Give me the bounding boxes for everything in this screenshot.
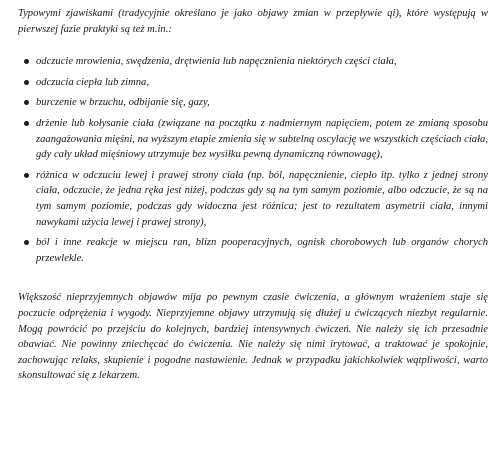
- list-item-text: ból i inne reakcje w miejscu ran, blizn pooperacyjnych, ognisk chorobowych lub organów chorych przewlekle.: [36, 237, 488, 264]
- list-item-text: drżenie lub kołysanie ciała (związane na początku z nadmiernym napięciem, potem ze zmianą sposobu zaangażowania mięśni, na wyższym etapie zmienia się w subtelną oscylację we wszystkich częściach ciała, gdy cały układ mięśniowy utrzymuje bez wysiłku pewną dynamiczną równowagę),: [36, 117, 488, 161]
- list-item-text: różnica w odczuciu lewej i prawej strony ciała (np. ból, napęcznienie, ciepło itp. tylko z jednej strony ciała, odczucie, że jedna ręka jest niżej, podczas gdy są na tym samym poziomie, albo odczucie, że są na tym samym poziomie, podczas gdy widoczna jest różnica; jest to rezultatem asymetrii ciała, innymi nawykami użycia lewej i prawej strony),: [36, 169, 488, 228]
- list-item-text: burczenie w brzuchu, odbijanie się, gazy,: [36, 97, 210, 109]
- bullet-icon: [24, 100, 29, 105]
- list-item: [18, 235, 488, 266]
- symptom-list: [18, 54, 488, 266]
- list-item: [18, 75, 488, 91]
- document-page: [18, 6, 488, 384]
- intro-paragraph: Typowymi zjawiskami (tradycyjnie określano je jako objawy zmian w przepływie qi), które występują w pierwszej fazie praktyki są też m.in.:: [18, 8, 488, 35]
- list-item: [18, 95, 488, 111]
- list-item: [18, 54, 488, 70]
- bullet-icon: [24, 59, 29, 64]
- list-item-text: odczucie mrowienia, swędzenia, drętwienia lub napęcznienia niektórych części ciała,: [36, 56, 397, 68]
- bullet-icon: [24, 173, 29, 178]
- closing-paragraph: Większość nieprzyjemnych objawów mija po pewnym czasie ćwiczenia, a głównym wrażeniem staje się poczucie odprężenia i wygody. Nieprzyjemne objawy utrzymują się dłużej u ćwiczących niezbyt regularnie. Mogą powrócić po przejściu do kolejnych, bardziej intensywnych ćwiczeń. Nie należy się ich przesadnie obawiać. Nie powinny zniechęcać do ćwiczenia. Nie należy się nimi irytować, a traktować je spokojnie, zachowując relaks, skupienie i pogodne nastawienie. Jednak w przypadku jakichkolwiek wątpliwości, warto skonsultować się z lekarzem.: [18, 292, 488, 382]
- list-item-text: odczucia ciepła lub zimna,: [36, 76, 149, 88]
- bullet-icon: [24, 80, 29, 85]
- bullet-icon: [24, 240, 29, 245]
- list-item: [18, 168, 488, 230]
- bullet-icon: [24, 121, 29, 126]
- list-item: [18, 116, 488, 163]
